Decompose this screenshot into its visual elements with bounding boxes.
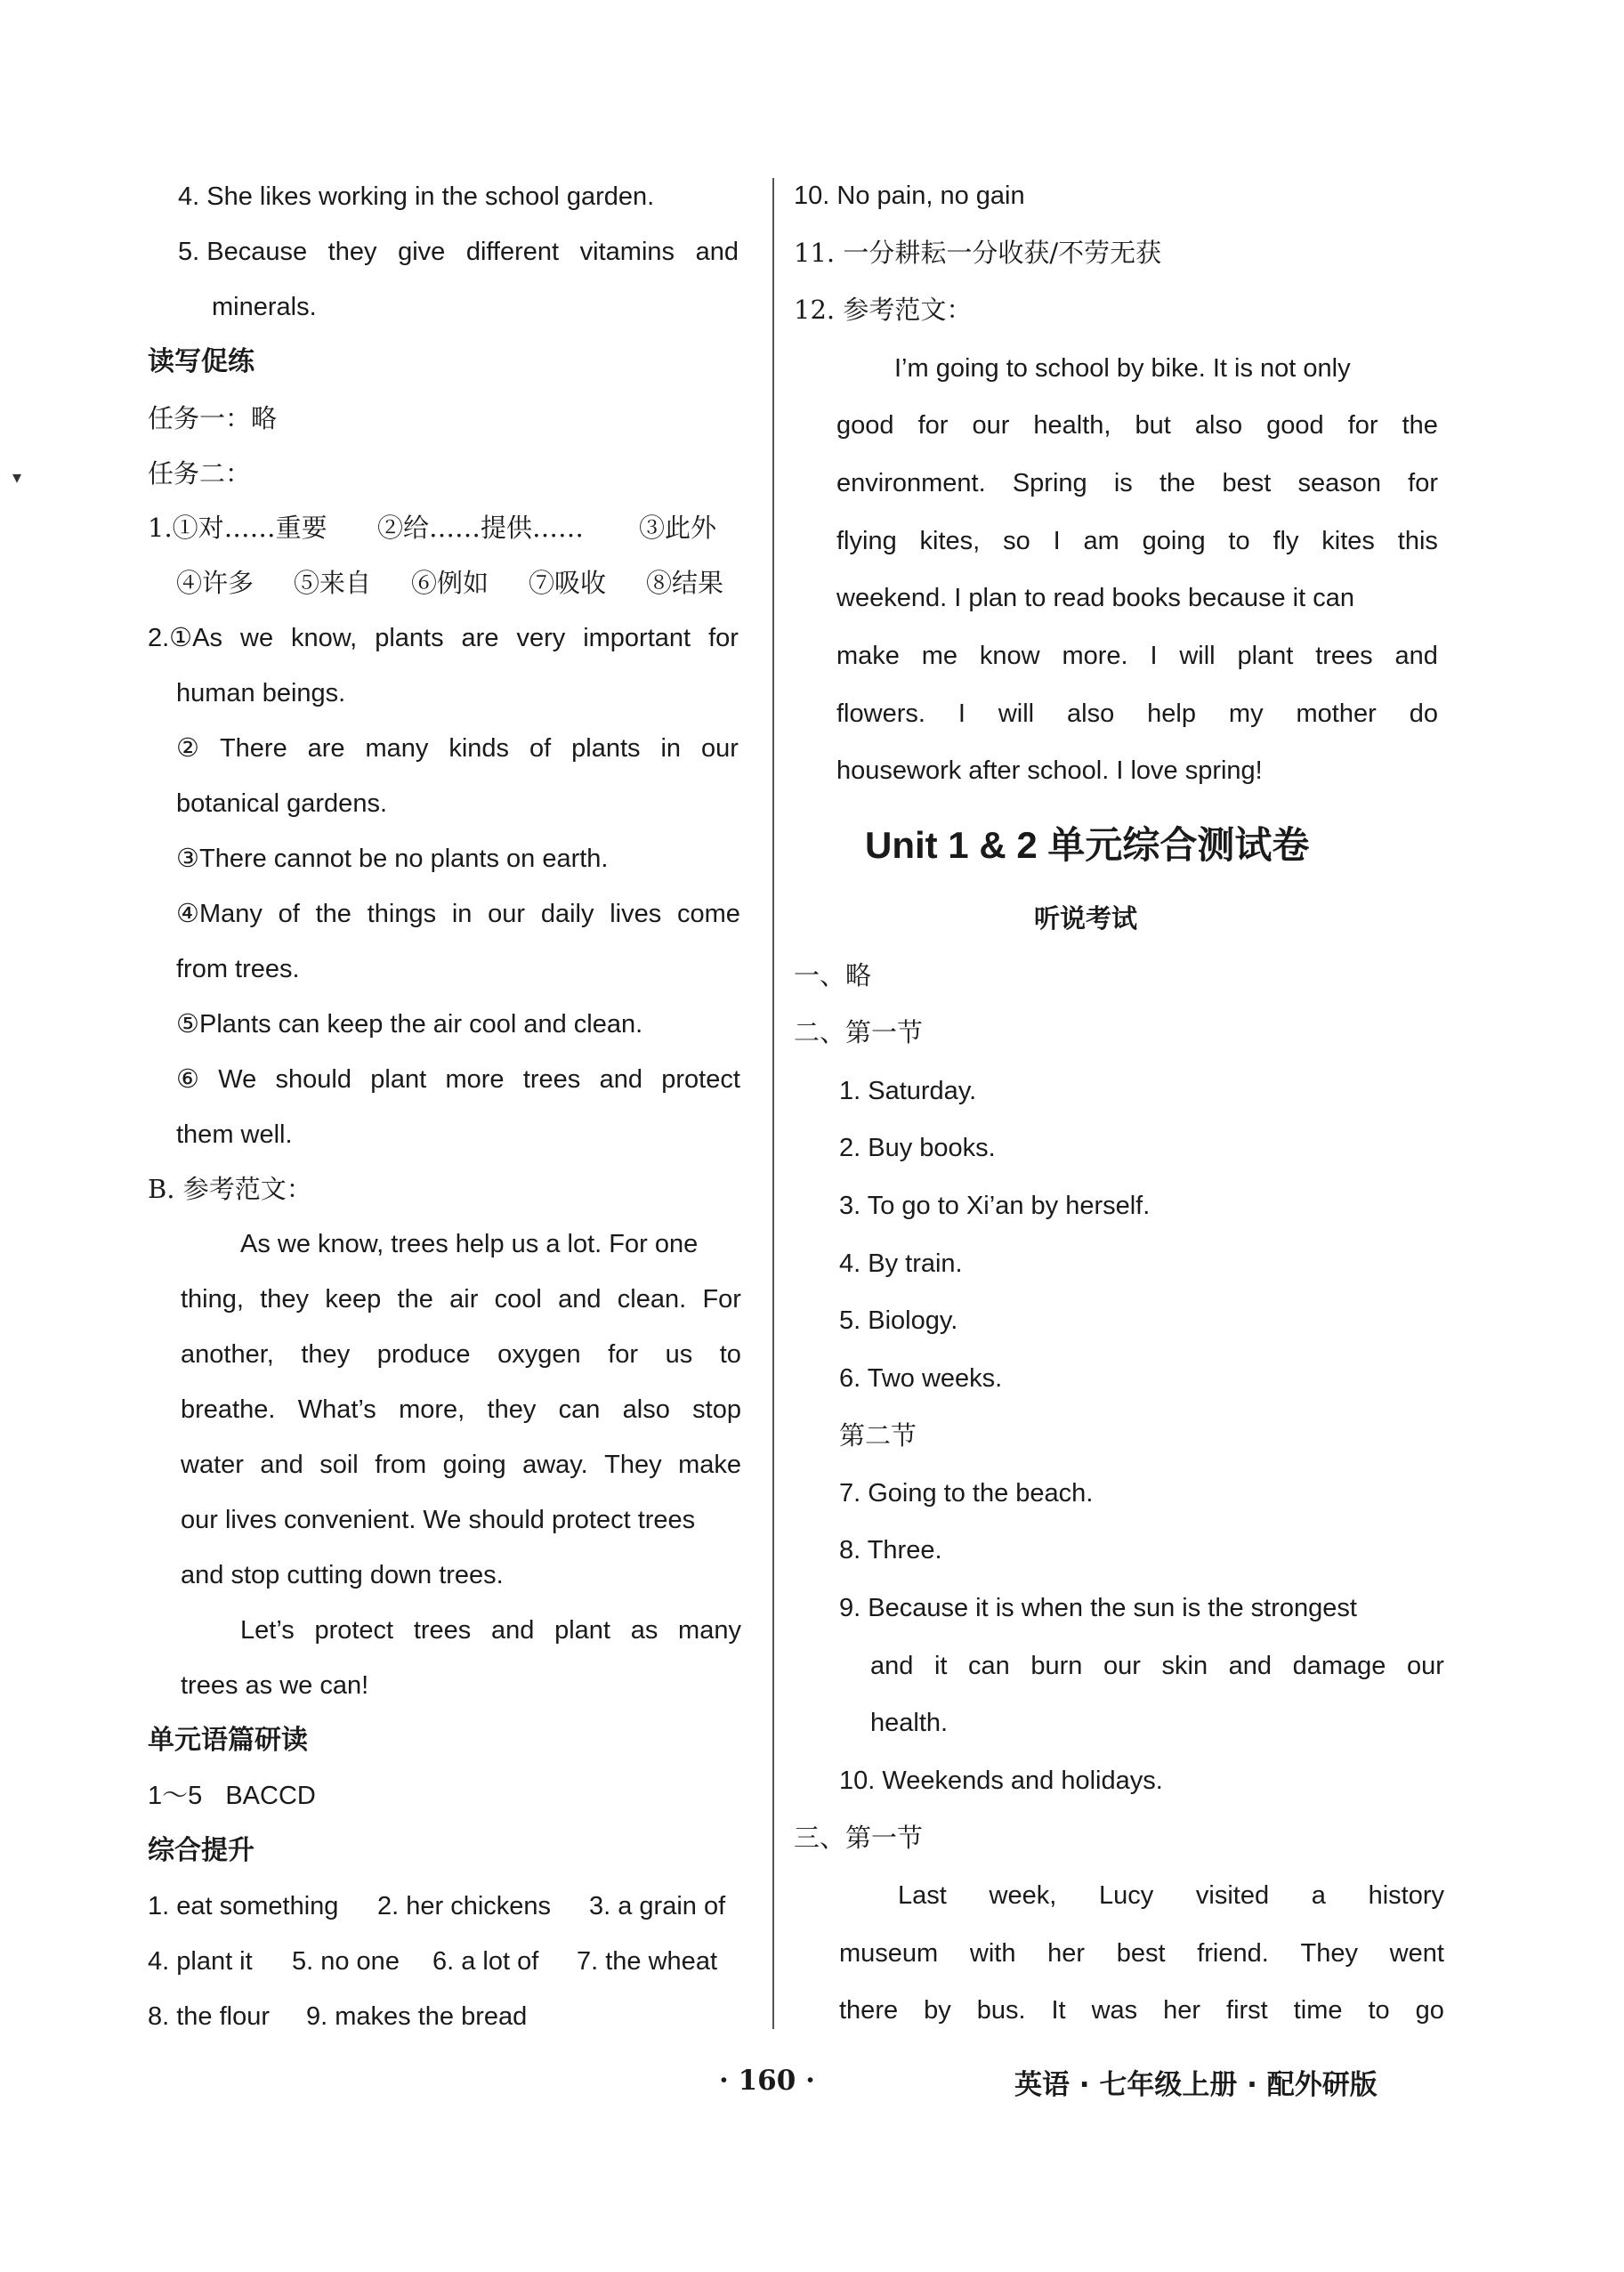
word: go	[1415, 1996, 1444, 2025]
word: visited	[1195, 1881, 1270, 1910]
word: very	[516, 624, 566, 652]
word: to	[1368, 1996, 1390, 2025]
word: us	[665, 1340, 693, 1369]
word: I	[1053, 527, 1061, 555]
word: produce	[376, 1340, 471, 1369]
word: also	[1067, 699, 1115, 728]
task-line: 任务二：	[148, 458, 252, 489]
answer-line: 5. Biology.	[839, 1306, 958, 1335]
part-label: 二、第一节	[794, 1017, 924, 1047]
word: do	[1409, 699, 1438, 728]
answer-line: 10. No pain, no gain	[794, 182, 1025, 210]
word: by	[924, 1996, 951, 2025]
word: was	[1091, 1996, 1138, 2025]
passage-line	[898, 1878, 1444, 1913]
essay-line	[181, 1282, 741, 1317]
word: going	[1142, 527, 1206, 555]
word: cool	[494, 1285, 542, 1314]
section-heading: 读写促练	[148, 346, 255, 377]
word: of	[529, 734, 552, 763]
word: more.	[1062, 642, 1128, 670]
word: Lucy	[1098, 1881, 1154, 1910]
answer-item: 4. plant it	[148, 1947, 253, 1976]
word: best	[1222, 469, 1272, 497]
word: plants	[571, 734, 641, 763]
essay-line	[181, 1392, 741, 1427]
vocab-item: ③此外	[639, 513, 717, 543]
vocab-item: 1.①对……重要	[148, 513, 327, 543]
word: plant	[1237, 642, 1294, 670]
essay-line: our lives convenient. We should protect trees	[181, 1506, 696, 1534]
answer-line: 4. By train.	[839, 1249, 963, 1278]
word: going	[442, 1451, 506, 1479]
word: bus.	[976, 1996, 1026, 2025]
sentence-line: botanical gardens.	[176, 789, 387, 818]
word: for	[1408, 469, 1438, 497]
word: to	[719, 1340, 741, 1369]
word: first	[1226, 1996, 1268, 2025]
word: Last	[898, 1881, 947, 1910]
word: 5. Because	[178, 238, 308, 266]
answer-line: 8. Three.	[839, 1536, 942, 1565]
vocab-item: ④许多	[176, 568, 255, 598]
word: friend.	[1197, 1939, 1269, 1968]
answer-item: 1. eat something	[148, 1892, 339, 1920]
word: trees	[1315, 642, 1373, 670]
word: mother	[1296, 699, 1377, 728]
word: also	[622, 1395, 670, 1424]
answer-line: 4. She likes working in the school garden.	[178, 182, 655, 211]
word: stop	[692, 1395, 741, 1424]
essay-line	[836, 465, 1438, 501]
vocab-item: ②给……提供……	[377, 513, 585, 543]
word: environment.	[836, 469, 986, 497]
word: ⑥	[176, 1065, 199, 1094]
essay-line	[836, 523, 1438, 559]
word: damage	[1292, 1652, 1386, 1680]
word: for	[608, 1340, 639, 1369]
word: keep	[325, 1285, 382, 1314]
word: more,	[399, 1395, 465, 1424]
word: our	[1103, 1652, 1141, 1680]
unit-title: Unit 1 & 2 单元综合测试卷	[865, 824, 1310, 866]
essay-line: weekend. I plan to read books because it can	[836, 584, 1354, 612]
word: oxygen	[497, 1340, 581, 1369]
word: for	[917, 411, 949, 440]
word: know,	[291, 624, 358, 652]
word: air	[449, 1285, 479, 1314]
word: ②	[176, 734, 199, 763]
word: They	[1300, 1939, 1358, 1968]
exam-subtitle: 听说考试	[1034, 903, 1138, 934]
word: For	[702, 1285, 741, 1314]
word: so	[1003, 527, 1030, 555]
word: things	[367, 900, 437, 928]
word: They	[604, 1451, 662, 1479]
word: Spring	[1012, 469, 1087, 497]
task-line: 任务一：略	[148, 403, 278, 433]
vocab-row	[148, 510, 735, 546]
section-label: 第二节	[839, 1420, 917, 1451]
vocab-item: ⑤来自	[294, 568, 372, 598]
word: to	[1228, 527, 1250, 555]
word: trees	[413, 1616, 472, 1645]
answer-line: 3. To go to Xi’an by herself.	[839, 1192, 1151, 1220]
word: help	[1147, 699, 1196, 728]
word: the	[1402, 411, 1438, 440]
vocab-item: ⑧结果	[646, 568, 724, 598]
word: lives	[610, 900, 662, 928]
word: plants	[375, 624, 444, 652]
word: and	[491, 1616, 535, 1645]
word: of	[278, 900, 300, 928]
word: I	[957, 699, 966, 728]
word: Let’s	[240, 1616, 295, 1645]
part-label: 三、第一节	[794, 1823, 924, 1853]
word: museum	[839, 1939, 939, 1968]
word: more	[445, 1065, 505, 1094]
answer-line: minerals.	[212, 293, 317, 321]
word: flying	[836, 527, 897, 555]
word: are	[307, 734, 345, 763]
word: soil	[319, 1451, 359, 1479]
word: is	[1113, 469, 1133, 497]
word: protect	[314, 1616, 394, 1645]
word: make	[678, 1451, 741, 1479]
essay-line	[836, 638, 1438, 674]
word: burn	[1030, 1652, 1083, 1680]
answer-line: 2. Buy books.	[839, 1134, 996, 1162]
word: the	[397, 1285, 433, 1314]
word: away.	[522, 1451, 588, 1479]
word: make	[836, 642, 900, 670]
word: and	[558, 1285, 602, 1314]
word: water	[181, 1451, 244, 1479]
column-divider	[772, 178, 774, 2029]
answer-row	[148, 1999, 744, 2034]
word: thing,	[181, 1285, 244, 1314]
margin-mark: ▾	[12, 468, 22, 488]
word: fly	[1273, 527, 1299, 555]
word: a	[1311, 1881, 1326, 1910]
word: in	[451, 900, 473, 928]
word: our	[1407, 1652, 1444, 1680]
word: come	[677, 900, 740, 928]
answer-line: 12. 参考范文：	[794, 295, 973, 325]
word: There	[219, 734, 287, 763]
section-heading: 单元语篇研读	[148, 1725, 308, 1756]
word: history	[1368, 1881, 1444, 1910]
passage-line	[839, 1993, 1444, 2028]
word: breathe.	[181, 1395, 276, 1424]
section-heading: 综合提升	[148, 1835, 255, 1866]
word: important	[583, 624, 691, 652]
book-title: 英语 · 七年级上册 · 配外研版	[1014, 2069, 1378, 2101]
word: health,	[1033, 411, 1111, 440]
word: time	[1293, 1996, 1343, 2025]
answer-item: 5. no one	[292, 1947, 400, 1976]
passage-line	[839, 1936, 1444, 1971]
essay-line	[181, 1337, 741, 1372]
sentence-line: from trees.	[176, 955, 300, 983]
word: they	[327, 238, 377, 266]
vocab-row	[176, 565, 746, 601]
page-number: · 160 ·	[719, 2065, 815, 2097]
word: week,	[989, 1881, 1057, 1910]
word: kinds	[448, 734, 510, 763]
word: protect	[661, 1065, 740, 1094]
word: and	[1394, 642, 1438, 670]
word: and	[1228, 1652, 1273, 1680]
word: good	[836, 411, 894, 440]
answer-line: 6. Two weeks.	[839, 1364, 1003, 1393]
word: and	[599, 1065, 642, 1094]
answer-line: 9. Because it is when the sun is the strongest	[839, 1594, 1357, 1622]
word: flowers.	[836, 699, 925, 728]
word: they	[260, 1285, 310, 1314]
answer-item: 8. the flour	[148, 2002, 271, 2031]
word: ④Many	[176, 900, 263, 928]
answer-item: 2. her chickens	[377, 1892, 552, 1920]
reading-answers: 1～5 BACCD	[148, 1782, 316, 1810]
word: and	[695, 238, 739, 266]
word: the	[315, 900, 351, 928]
answer-line: 1. Saturday.	[839, 1077, 977, 1105]
answer-line	[178, 234, 739, 270]
word: me	[921, 642, 958, 670]
word: can	[968, 1652, 1010, 1680]
essay-line	[181, 1447, 741, 1483]
word: plant	[554, 1616, 610, 1645]
word: they	[301, 1340, 351, 1369]
sentence-line	[176, 731, 739, 766]
answer-row	[148, 1888, 744, 1924]
word: should	[275, 1065, 352, 1094]
word: vitamins	[579, 238, 675, 266]
word: her	[1047, 1939, 1086, 1968]
essay-line: As we know, trees help us a lot. For one	[240, 1230, 699, 1258]
word: her	[1163, 1996, 1201, 2025]
answer-line: 10. Weekends and holidays.	[839, 1767, 1163, 1795]
word: 2.①As	[148, 624, 223, 652]
vocab-item: ⑦吸收	[529, 568, 607, 598]
word: went	[1389, 1939, 1444, 1968]
word: will	[1179, 642, 1216, 670]
word: this	[1397, 527, 1438, 555]
word: I	[1150, 642, 1158, 670]
essay-line	[836, 408, 1438, 443]
word: in	[660, 734, 682, 763]
word: many	[365, 734, 429, 763]
word: are	[461, 624, 499, 652]
word: kites,	[919, 527, 981, 555]
word: We	[218, 1065, 257, 1094]
essay-line	[836, 696, 1438, 732]
word: it	[933, 1652, 948, 1680]
word: as	[630, 1616, 658, 1645]
word: and	[870, 1652, 914, 1680]
word: another,	[181, 1340, 274, 1369]
word: there	[839, 1996, 899, 2025]
answer-line	[870, 1648, 1444, 1684]
word: give	[398, 238, 446, 266]
sentence-line	[148, 620, 739, 656]
sentence-line	[176, 896, 740, 932]
word: from	[375, 1451, 427, 1479]
word: trees	[522, 1065, 581, 1094]
vocab-item: ⑥例如	[411, 568, 489, 598]
word: the	[1159, 469, 1196, 497]
essay-line: I’m going to school by bike. It is not only	[894, 354, 1351, 383]
word: daily	[540, 900, 594, 928]
essay-label: B. 参考范文：	[148, 1174, 312, 1204]
part-label: 一、略	[794, 960, 872, 990]
word: and	[260, 1451, 303, 1479]
word: know	[979, 642, 1040, 670]
word: our	[488, 900, 526, 928]
answer-item: 9. makes the bread	[306, 2002, 528, 2031]
word: plant	[370, 1065, 427, 1094]
word: also	[1194, 411, 1243, 440]
word: different	[465, 238, 560, 266]
sentence-line: them well.	[176, 1120, 293, 1149]
word: but	[1135, 411, 1171, 440]
word: our	[700, 734, 739, 763]
word: best	[1116, 1939, 1166, 1968]
word: will	[998, 699, 1035, 728]
answer-line: 11. 一分耕耘一分收获/不劳无获	[794, 238, 1162, 268]
word: skin	[1161, 1652, 1208, 1680]
word: am	[1083, 527, 1119, 555]
answer-item: 3. a grain of	[589, 1892, 726, 1920]
word: can	[558, 1395, 601, 1424]
sentence-line: human beings.	[176, 679, 346, 707]
word: season	[1297, 469, 1381, 497]
word: It	[1051, 1996, 1066, 2025]
word: they	[487, 1395, 537, 1424]
answer-line: health.	[870, 1709, 949, 1737]
sentence-line	[176, 1062, 740, 1097]
answer-row	[148, 1944, 744, 1979]
word: my	[1228, 699, 1264, 728]
sentence-line: ③There cannot be no plants on earth.	[176, 845, 609, 873]
word: we	[240, 624, 274, 652]
word: our	[972, 411, 1010, 440]
word: many	[678, 1616, 741, 1645]
word: for	[708, 624, 739, 652]
answer-item: 7. the wheat	[577, 1947, 717, 1976]
essay-line: and stop cutting down trees.	[181, 1561, 504, 1589]
word: kites	[1321, 527, 1375, 555]
word: clean.	[617, 1285, 687, 1314]
sentence-line: ⑤Plants can keep the air cool and clean.	[176, 1010, 643, 1039]
essay-line	[240, 1613, 741, 1648]
essay-line: trees as we can!	[181, 1671, 369, 1700]
answer-item: 6. a lot of	[432, 1947, 539, 1976]
word: for	[1347, 411, 1378, 440]
word: good	[1266, 411, 1324, 440]
word: What’s	[297, 1395, 376, 1424]
word: with	[969, 1939, 1016, 1968]
answer-line: 7. Going to the beach.	[839, 1479, 1094, 1508]
essay-line: housework after school. I love spring!	[836, 756, 1263, 785]
